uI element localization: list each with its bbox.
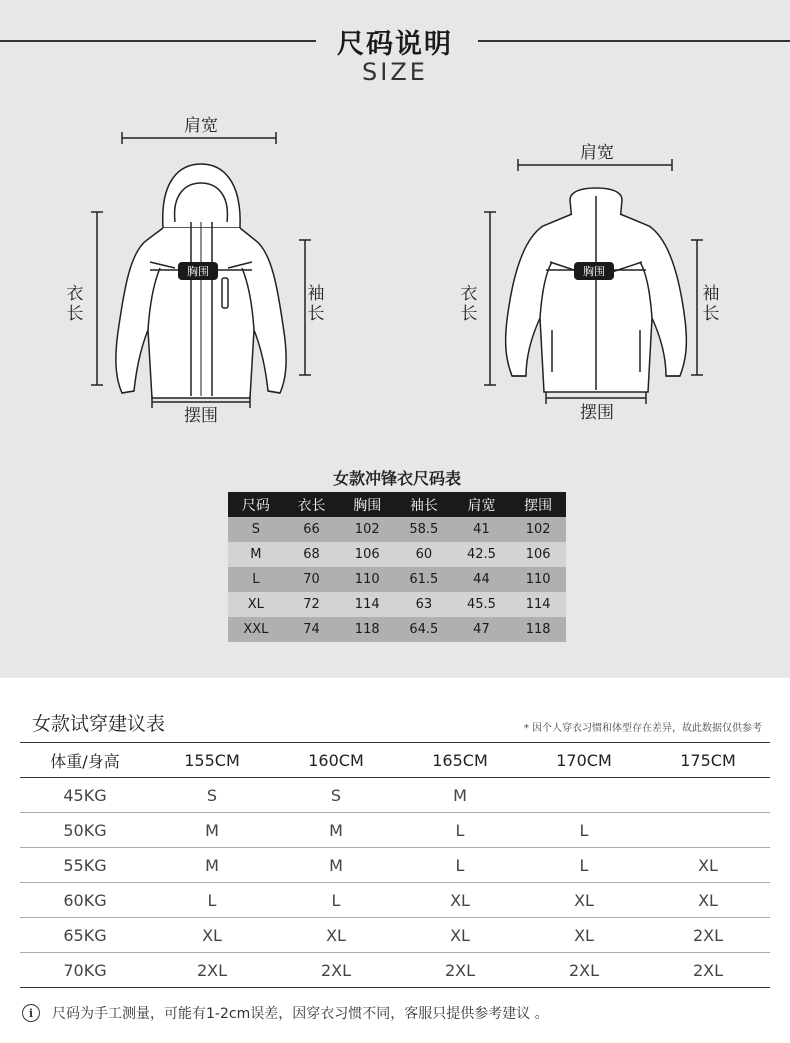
table-cell: 60KG [20, 883, 150, 918]
table-cell: M [274, 848, 398, 883]
table-cell: 60 [395, 542, 453, 567]
table-cell: M [274, 813, 398, 848]
table-cell: 61.5 [395, 567, 453, 592]
size-table-col-header: 肩宽 [453, 492, 511, 517]
recommend-col-header: 165CM [398, 743, 522, 778]
table-cell: M [398, 778, 522, 813]
hooded-jacket-illustration [116, 164, 286, 398]
table-cell: 45KG [20, 778, 150, 813]
table-row [20, 953, 770, 988]
table-cell [522, 778, 646, 813]
sleeve-label: 长 [702, 304, 720, 324]
table-cell: 2XL [568, 960, 600, 980]
table-cell: 118 [510, 617, 566, 642]
table-cell: M [150, 813, 274, 848]
length-label: 衣 [460, 284, 478, 304]
table-cell: 102 [339, 517, 395, 542]
table-cell: 47 [453, 617, 511, 642]
table-cell: XL [522, 918, 646, 953]
recommend-col-header: 175CM [646, 743, 770, 778]
table-row [228, 542, 566, 567]
table-cell: 110 [339, 567, 395, 592]
table-cell: 2XL [320, 960, 352, 980]
footer-text: 尺码为手工测量，可能有1-2cm误差，因穿衣习惯不同，客服只提供参考建议 。 [52, 1006, 549, 1022]
table-cell: 2XL [444, 960, 476, 980]
hem-label: 摆围 [184, 406, 218, 426]
recommend-col-header: 体重/身高 [20, 743, 150, 778]
table-row [228, 517, 566, 542]
table-cell: 118 [339, 617, 395, 642]
size-table-col-header: 胸围 [339, 492, 395, 517]
table-cell: S [228, 517, 284, 542]
table-cell: L [274, 883, 398, 918]
table-cell: 64.5 [395, 617, 453, 642]
table-cell: 65KG [20, 918, 150, 953]
stand-collar-jacket-illustration [506, 188, 687, 392]
page-subtitle: SIZE [362, 58, 428, 86]
table-cell: XL [646, 848, 770, 883]
table-cell: 70 [284, 567, 340, 592]
table-cell: 63 [395, 592, 453, 617]
table-cell: XL [150, 918, 274, 953]
length-label: 长 [460, 304, 478, 324]
table-cell: 42.5 [453, 542, 511, 567]
table-row [20, 918, 770, 953]
length-label: 衣 [66, 284, 84, 304]
table-cell: 58.5 [395, 517, 453, 542]
table-cell: XL [398, 918, 522, 953]
table-cell: 2XL [196, 960, 228, 980]
table-cell: L [228, 567, 284, 592]
table-row [20, 778, 770, 813]
table-cell: XL [398, 883, 522, 918]
size-table-col-header: 摆围 [510, 492, 566, 517]
table-cell: L [150, 883, 274, 918]
sleeve-label: 袖 [702, 284, 720, 304]
recommend-note: * 因个人穿衣习惯和体型存在差异，故此数据仅供参考 [523, 723, 762, 734]
table-cell: XL [646, 883, 770, 918]
length-label: 长 [66, 304, 84, 324]
size-table-col-header: 袖长 [395, 492, 453, 517]
size-table-title: 女款冲锋衣尺码表 [332, 469, 461, 488]
table-cell: L [398, 848, 522, 883]
table-cell: L [398, 813, 522, 848]
table-cell [646, 778, 770, 813]
table-cell: 114 [510, 592, 566, 617]
table-cell: XL [274, 918, 398, 953]
table-cell: 110 [510, 567, 566, 592]
table-row [228, 592, 566, 617]
table-cell [646, 813, 770, 848]
table-cell: 72 [284, 592, 340, 617]
table-cell: 2XL [692, 960, 724, 980]
size-table-col-header: 衣长 [284, 492, 340, 517]
sleeve-label: 长 [307, 304, 325, 324]
size-table-header [228, 492, 566, 517]
table-cell: 68 [284, 542, 340, 567]
table-cell: XL [228, 592, 284, 617]
size-table-col-header: 尺码 [228, 492, 284, 517]
table-cell: 45.5 [453, 592, 511, 617]
table-cell: 2XL [646, 918, 770, 953]
chest-label: 胸围 [583, 265, 605, 278]
recommend-title: 女款试穿建议表 [32, 713, 166, 735]
table-cell: 41 [453, 517, 511, 542]
sleeve-label: 袖 [307, 284, 325, 304]
size-table [228, 492, 566, 642]
recommend-col-header: 155CM [150, 743, 274, 778]
table-cell: S [150, 778, 274, 813]
shoulder-label: 肩宽 [580, 143, 614, 163]
recommend-col-header: 170CM [522, 743, 646, 778]
table-cell: XL [522, 883, 646, 918]
table-cell: M [150, 848, 274, 883]
page-title: 尺码说明 [337, 29, 453, 60]
table-cell: 114 [339, 592, 395, 617]
jacket-measurement-diagrams [0, 0, 790, 470]
table-cell: L [522, 813, 646, 848]
table-cell: 44 [453, 567, 511, 592]
table-cell: S [274, 778, 398, 813]
table-cell: 50KG [20, 813, 150, 848]
table-cell: XXL [228, 617, 284, 642]
table-cell: L [522, 848, 646, 883]
table-cell: 66 [284, 517, 340, 542]
recommend-table [20, 742, 770, 988]
table-cell: 106 [339, 542, 395, 567]
table-row [20, 848, 770, 883]
hem-label: 摆围 [580, 403, 614, 423]
recommend-table-header [20, 743, 770, 778]
table-cell: 55KG [20, 848, 150, 883]
table-row [20, 883, 770, 918]
table-cell: 102 [510, 517, 566, 542]
shoulder-label: 肩宽 [184, 116, 218, 136]
footer-note [22, 1003, 549, 1023]
table-cell: 70KG [63, 960, 107, 980]
chest-label: 胸围 [187, 265, 209, 278]
table-row [228, 617, 566, 642]
table-cell: M [228, 542, 284, 567]
table-cell: 106 [510, 542, 566, 567]
recommend-col-header: 160CM [274, 743, 398, 778]
table-row [20, 813, 770, 848]
info-icon: i [22, 1004, 40, 1022]
table-row [228, 567, 566, 592]
table-cell: 74 [284, 617, 340, 642]
